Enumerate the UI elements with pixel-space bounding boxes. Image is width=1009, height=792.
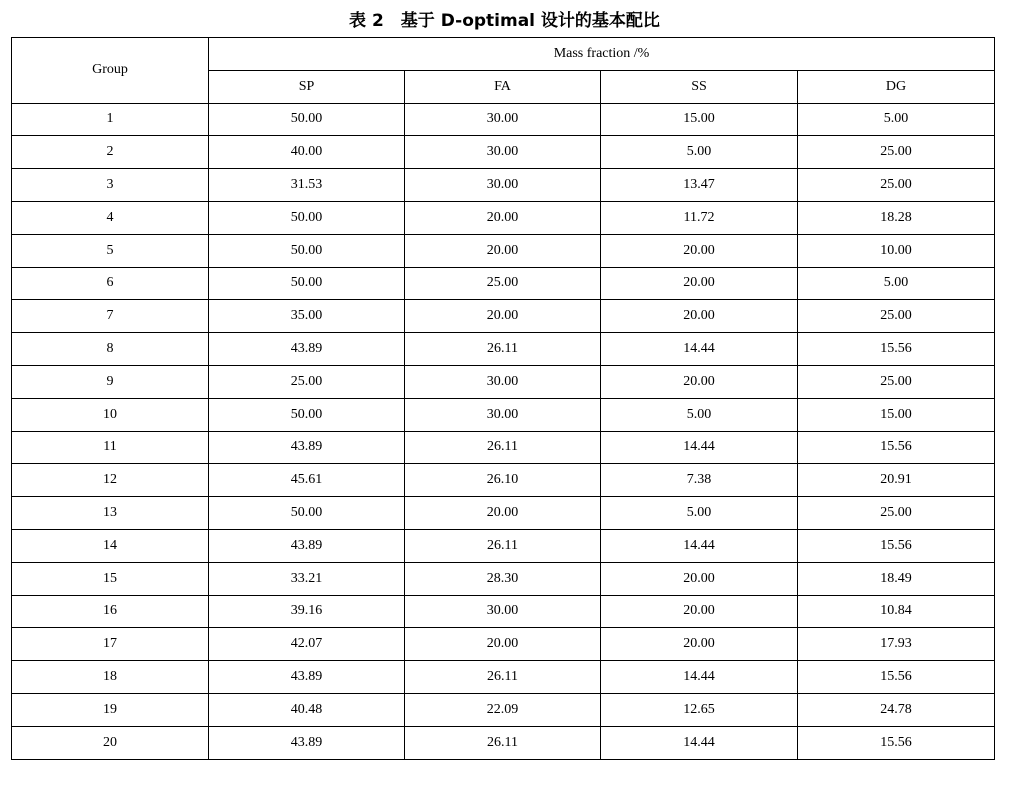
group-cell: 10 [12, 398, 209, 431]
group-cell: 3 [12, 169, 209, 202]
fa-cell: 28.30 [405, 562, 601, 595]
ss-cell: 20.00 [601, 300, 798, 333]
table-row [12, 595, 995, 628]
sp-cell: 43.89 [209, 661, 405, 694]
fa-cell: 26.11 [405, 431, 601, 464]
sp-cell: 43.89 [209, 529, 405, 562]
ss-cell: 14.44 [601, 333, 798, 366]
fa-cell: 20.00 [405, 300, 601, 333]
fa-cell: 26.11 [405, 661, 601, 694]
dg-cell: 10.84 [798, 595, 995, 628]
dg-cell: 15.56 [798, 529, 995, 562]
ss-cell: 7.38 [601, 464, 798, 497]
dg-cell: 5.00 [798, 267, 995, 300]
table-row [12, 529, 995, 562]
fa-cell: 30.00 [405, 103, 601, 136]
dg-cell: 17.93 [798, 628, 995, 661]
sp-cell: 39.16 [209, 595, 405, 628]
ss-cell: 14.44 [601, 661, 798, 694]
ss-cell: 15.00 [601, 103, 798, 136]
table-row [12, 201, 995, 234]
table-row [12, 103, 995, 136]
ss-cell: 14.44 [601, 431, 798, 464]
dg-cell: 10.00 [798, 234, 995, 267]
dg-cell: 25.00 [798, 300, 995, 333]
ss-cell: 20.00 [601, 562, 798, 595]
dg-cell: 15.56 [798, 333, 995, 366]
sp-cell: 50.00 [209, 497, 405, 530]
table-row [12, 661, 995, 694]
group-cell: 19 [12, 693, 209, 726]
table-row [12, 234, 995, 267]
table-row [12, 365, 995, 398]
sp-cell: 40.00 [209, 136, 405, 169]
ss-cell: 5.00 [601, 136, 798, 169]
table-row [12, 497, 995, 530]
ss-cell: 11.72 [601, 201, 798, 234]
table-row [12, 562, 995, 595]
ss-cell: 5.00 [601, 497, 798, 530]
sp-cell: 43.89 [209, 431, 405, 464]
mass-fraction-header: Mass fraction /% [209, 38, 995, 71]
ss-cell: 20.00 [601, 628, 798, 661]
group-cell: 5 [12, 234, 209, 267]
fa-cell: 26.11 [405, 333, 601, 366]
fa-cell: 22.09 [405, 693, 601, 726]
sp-cell: 50.00 [209, 103, 405, 136]
group-cell: 14 [12, 529, 209, 562]
table-row [12, 333, 995, 366]
table-row [12, 169, 995, 202]
group-cell: 20 [12, 726, 209, 759]
dg-cell: 25.00 [798, 136, 995, 169]
group-header: Group [12, 38, 209, 104]
mix-proportion-table [11, 37, 995, 760]
dg-cell: 18.28 [798, 201, 995, 234]
table-row [12, 464, 995, 497]
ss-cell: 12.65 [601, 693, 798, 726]
ss-cell: 20.00 [601, 365, 798, 398]
table-row [12, 726, 995, 759]
sp-cell: 31.53 [209, 169, 405, 202]
group-cell: 18 [12, 661, 209, 694]
table-header [12, 38, 995, 104]
sp-cell: 43.89 [209, 333, 405, 366]
dg-cell: 15.00 [798, 398, 995, 431]
column-header-sp: SP [209, 70, 405, 103]
sp-cell: 43.89 [209, 726, 405, 759]
sp-cell: 40.48 [209, 693, 405, 726]
fa-cell: 20.00 [405, 497, 601, 530]
fa-cell: 20.00 [405, 234, 601, 267]
dg-cell: 15.56 [798, 661, 995, 694]
sp-cell: 42.07 [209, 628, 405, 661]
dg-cell: 20.91 [798, 464, 995, 497]
dg-cell: 25.00 [798, 497, 995, 530]
group-cell: 9 [12, 365, 209, 398]
group-cell: 2 [12, 136, 209, 169]
fa-cell: 26.10 [405, 464, 601, 497]
fa-cell: 30.00 [405, 595, 601, 628]
group-cell: 15 [12, 562, 209, 595]
fa-cell: 30.00 [405, 398, 601, 431]
ss-cell: 5.00 [601, 398, 798, 431]
column-header-dg: DG [798, 70, 995, 103]
fa-cell: 20.00 [405, 201, 601, 234]
group-cell: 4 [12, 201, 209, 234]
ss-cell: 20.00 [601, 234, 798, 267]
fa-cell: 30.00 [405, 365, 601, 398]
dg-cell: 25.00 [798, 169, 995, 202]
sp-cell: 50.00 [209, 234, 405, 267]
table-body [12, 103, 995, 759]
fa-cell: 26.11 [405, 726, 601, 759]
dg-cell: 25.00 [798, 365, 995, 398]
group-cell: 7 [12, 300, 209, 333]
fa-cell: 26.11 [405, 529, 601, 562]
dg-cell: 15.56 [798, 726, 995, 759]
group-cell: 11 [12, 431, 209, 464]
group-cell: 1 [12, 103, 209, 136]
table-row [12, 693, 995, 726]
ss-cell: 14.44 [601, 529, 798, 562]
table-row [12, 300, 995, 333]
ss-cell: 20.00 [601, 595, 798, 628]
fa-cell: 20.00 [405, 628, 601, 661]
table-row [12, 431, 995, 464]
table-caption: 表 2 基于 D-optimal 设计的基本配比 [349, 11, 660, 31]
sp-cell: 33.21 [209, 562, 405, 595]
ss-cell: 14.44 [601, 726, 798, 759]
group-cell: 13 [12, 497, 209, 530]
fa-cell: 25.00 [405, 267, 601, 300]
fa-cell: 30.00 [405, 136, 601, 169]
table-row [12, 628, 995, 661]
sp-cell: 50.00 [209, 398, 405, 431]
table-row [12, 267, 995, 300]
header-row-top [12, 38, 995, 71]
group-cell: 6 [12, 267, 209, 300]
column-header-fa: FA [405, 70, 601, 103]
group-cell: 12 [12, 464, 209, 497]
sp-cell: 50.00 [209, 201, 405, 234]
dg-cell: 15.56 [798, 431, 995, 464]
sp-cell: 50.00 [209, 267, 405, 300]
sp-cell: 45.61 [209, 464, 405, 497]
table-row [12, 136, 995, 169]
ss-cell: 13.47 [601, 169, 798, 202]
sp-cell: 25.00 [209, 365, 405, 398]
group-cell: 17 [12, 628, 209, 661]
table-row [12, 398, 995, 431]
group-cell: 8 [12, 333, 209, 366]
fa-cell: 30.00 [405, 169, 601, 202]
column-header-ss: SS [601, 70, 798, 103]
dg-cell: 5.00 [798, 103, 995, 136]
sp-cell: 35.00 [209, 300, 405, 333]
group-cell: 16 [12, 595, 209, 628]
dg-cell: 18.49 [798, 562, 995, 595]
dg-cell: 24.78 [798, 693, 995, 726]
ss-cell: 20.00 [601, 267, 798, 300]
